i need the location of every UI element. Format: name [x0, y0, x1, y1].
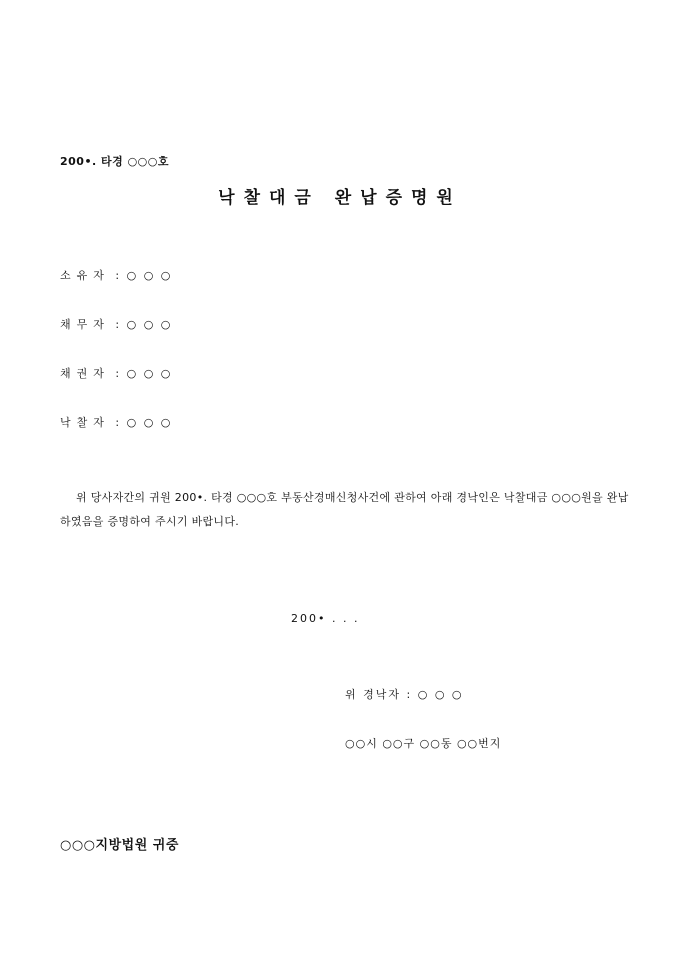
party-debtor [60, 316, 172, 332]
party-value: : ○ ○ ○ [115, 367, 173, 380]
party-label: 채권자 [60, 367, 110, 380]
document-title: 낙찰대금 완납증명원 [218, 188, 462, 208]
applicant-value: : ○ ○ ○ [406, 688, 464, 701]
party-label: 낙찰자 [60, 416, 110, 429]
party-value: : ○ ○ ○ [115, 416, 173, 429]
party-label: 채무자 [60, 318, 110, 331]
applicant-line [345, 686, 464, 702]
party-bidder [60, 414, 172, 430]
court-recipient: ○○○지방법원 귀중 [60, 838, 179, 853]
party-value: : ○ ○ ○ [115, 318, 173, 331]
case-number: 200•. 타경 ○○○호 [60, 155, 170, 168]
party-owner [60, 267, 172, 283]
applicant-label: 위 경낙자 [345, 688, 402, 701]
party-creditor [60, 365, 172, 381]
applicant-address: ○○시 ○○구 ○○동 ○○번지 [345, 737, 502, 750]
body-paragraph: 위 당사자간의 귀원 200•. 타경 ○○○호 부동산경매신청사건에 관하여 아래 경낙인은 낙찰대금 ○○○원을 완납하였음을 증명하여 주시기 바랍니다. [60, 491, 629, 528]
party-label: 소유자 [60, 269, 110, 282]
party-value: : ○ ○ ○ [115, 269, 173, 282]
document-date: 200• . . . [291, 612, 360, 625]
